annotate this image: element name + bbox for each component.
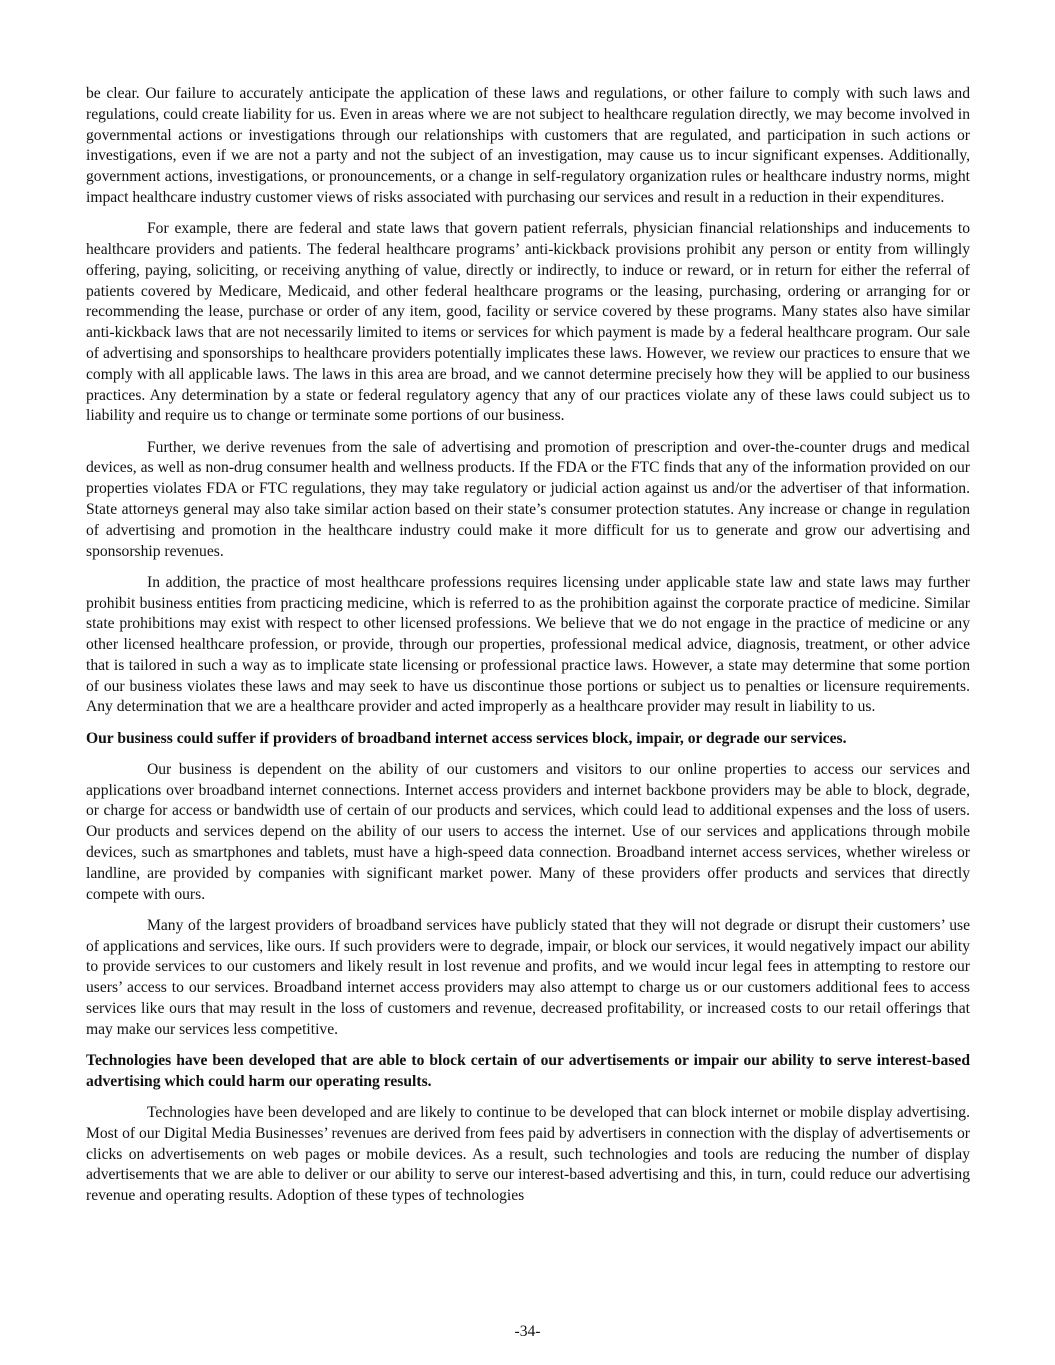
heading-ad-blocking: Technologies have been developed that are able to block certain of our advertisements or impair our ability to serve interest-based advertising which could harm our operating results. <box>86 1052 970 1090</box>
paragraph-anti-kickback: For example, there are federal and state laws that govern patient referrals, physician financial relationships and inducements to healthcare providers and patients. The federal healthcare programs’ anti-kickback provisions prohibit any person or entity from willingly offering, paying, soliciting, or receiving anything of value, directly or indirectly, to induce or reward, or in return for either the referral of patients covered by Medicare, Medicaid, and other federal healthcare programs or the leasing, purchasing, ordering or arranging for or recommending the lease, purchase or order of any item, good, facility or service covered by these programs. Many states also have similar anti-kickback laws that are not necessarily limited to items or services for which payment is made by a federal healthcare program. Our sale of advertising and sponsorships to healthcare providers potentially implicates these laws. However, we review our practices to ensure that we comply with all applicable laws. The laws in this area are broad, and we cannot determine precisely how they will be applied to our business practices. Any determination by a state or federal regulatory agency that any of our practices violate any of these laws could subject us to liability and require us to change or terminate some portions of our business. <box>86 220 970 425</box>
page-number: -34- <box>514 1323 541 1340</box>
heading-broadband: Our business could suffer if providers of broadband internet access services block, impair, or degrade our services. <box>86 729 847 747</box>
paragraph-fda-ftc: Further, we derive revenues from the sale of advertising and promotion of prescription and over-the-counter drugs and medical devices, as well as non-drug consumer health and wellness products. If the FDA or the FTC finds that any of the information provided on our properties violates FDA or FTC regulations, they may take regulatory or judicial action against us and/or the advertiser of that information. State attorneys general may also take similar action based on their state’s consumer protection statutes. Any increase or change in regulation of advertising and promotion in the healthcare industry could make it more difficult for us to generate and grow our advertising and sponsorship revenues. <box>86 438 970 560</box>
paragraph-ad-blocking: Technologies have been developed and are likely to continue to be developed that can block internet or mobile display advertising. Most of our Digital Media Businesses’ revenues are derived from fees paid by advertisers in connection with the display of advertisements or clicks on advertisements on web pages or mobile devices. As a result, such technologies and tools are reducing the number of display advertisements that we are able to deliver or our ability to serve our interest-based advertising and this, in turn, could reduce our advertising revenue and operating results. Adoption of these types of technologies <box>86 1103 970 1205</box>
paragraph-licensing: In addition, the practice of most healthcare professions requires licensing under applicable state law and state laws may further prohibit business entities from practicing medicine, which is referred to as the prohibition against the corporate practice of medicine. Similar state prohibitions may exist with respect to other licensed professions. We believe that we do not engage in the practice of medicine or any other licensed healthcare profession, or provide, through our properties, professional medical advice, diagnosis, treatment, or other advice that is tailored in such a way as to implicate state licensing or professional practice laws. However, a state may determine that some portion of our business violates these laws and may seek to have us discontinue those portions or subject us to penalties or licensure requirements. Any determination that we are a healthcare provider and acted improperly as a healthcare provider may result in liability to us. <box>86 573 970 716</box>
document-body <box>86 84 970 1217</box>
paragraph-continued: be clear. Our failure to accurately anticipate the application of these laws and regulations, or other failure to comply with such laws and regulations, could create liability for us. Even in areas where we are not subject to healthcare regulation directly, we may become involved in governmental actions or investigations through our relationships with customers that are regulated, and participation in such actions or investigations, even if we are not a party and not the subject of an investigation, may cause us to incur significant expenses. Additionally, government actions, investigations, or pronouncements, or a change in self-regulatory organization rules or healthcare industry norms, might impact healthcare industry customer views of risks associated with purchasing our services and result in a reduction in their expenditures. <box>86 85 970 206</box>
paragraph-broadband-providers: Many of the largest providers of broadband services have publicly stated that they will not degrade or disrupt their customers’ use of applications and services, like ours. If such providers were to degrade, impair, or block our services, it would negatively impact our ability to provide services to our customers and likely result in lost revenue and profits, and we would incur legal fees in attempting to restore our users’ access to our services. Broadband internet access providers may also attempt to charge us or our customers additional fees to access services like ours that may result in the loss of customers and revenue, decreased profitability, or increased costs to our retail offerings that may make our services less competitive. <box>86 916 970 1038</box>
paragraph-broadband-dependence: Our business is dependent on the ability of our customers and visitors to our online properties to access our services and applications over broadband internet connections. Internet access providers and internet backbone providers may be able to block, degrade, or charge for access or bandwidth use of certain of our products and services, which could lead to additional expenses and the loss of users. Our products and services depend on the ability of our users to access the internet. Use of our services and applications through mobile devices, such as smartphones and tablets, must have a high-speed data connection. Broadband internet access services, whether wireless or landline, are provided by companies with significant market power. Many of these providers offer products and services that directly compete with ours. <box>86 760 970 903</box>
